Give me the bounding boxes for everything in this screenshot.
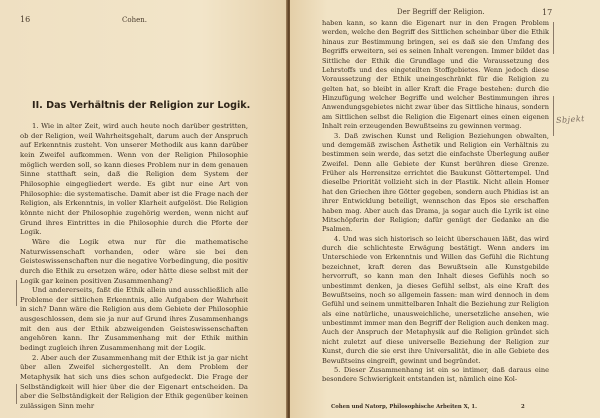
- paragraph: Und andererseits, faßt die Ethik allein und ausschließlich alle Probleme der sittlichen Erkenntnis, alle Aufgaben der Wahrheit in sich? Dann wäre die Religion aus dem Gebiete der Philosophie ausgeschlossen, dem sie ja nur auf Grund ihres Zusammenhangs mit den aus der Ethik abzweigenden Geisteswissenschaften angehören kann. Ihr Zusammenhang mit der Ethik mithin bedingt zugleich ihren Zusammenhang mit der Logik.: [20, 286, 248, 353]
- footer-imprint: Cohen und Natorp, Philosophische Arbeiten X, 1.: [331, 404, 477, 410]
- right-page-text: [322, 19, 549, 385]
- paragraph: 2. Aber auch der Zusammenhang mit der Ethik ist ja gar nicht über allen Zweifel sichergestellt. An dem Problem der Metaphysik hat sich uns dies schon aufgedeckt. Die Frage der Selbständigkeit will hier über die der Eigenart entscheiden. Da aber die Selbständigkeit der Religion der Ethik gegenüber keinen zulässigen Sinn mehr: [20, 353, 248, 411]
- paragraph: 3. Daß zwischen Kunst und Religion Beziehungen obwalten, und demgemäß zwischen Ästhetik und Religion ein Verhältnis zu bestimmen sein werde, das setzt die einfachste Überlegung außer Zweifel. Denn alle Gebiete der Kunst berühren diese Grenze. Früher als Herrensitze errichtet die Baukunst Göttertempel. Und dieselbe Priorität vollzieht sich in der Plastik. Nicht allein Homer hat den Griechen ihre Götter gegeben, sondern auch Phidias ist an ihrer Entwicklung beteiligt, wennschon das Epos sie erschaffen haben mag. Aber auch das Drama, ja sogar auch die Lyrik ist eine Mitschöpferin der Religion; dafür genügt der Gedanke an die Psalmen.: [322, 131, 549, 234]
- paragraph: haben kann, so kann die Eigenart nur in den Fragen Problem werden, welche den Begriff des Sittlichen scheinbar über die Ethik hinaus zur Bestimmung bringen, sei es daß sie den Umfang des Begriffs erweitern, sei es seinen Inhalt verengen. Immer bildet das Sittliche der Ethik die Grundlage und die Voraussetzung des Lehrstoffs und des eingeteilten Stoffgebietes. Wenn jedoch diese Voraussetzung der Ethik uneingeschränkt für die Religion zu gelten hat, so bleibt in aller Kraft die Frage bestehen: durch die Hinzufügung welcher Begriffe und welcher Bestimmungen ihres Anwendungsgebietes nicht zwar über das Sittliche hinaus, sondern am Sittlichen selbst die Religion die Eigenart eines einen eigenen Inhalt rein erzeugenden Bewußtseins zu gewinnen vermag.: [322, 19, 549, 131]
- running-head: Der Begriff der Religion.: [397, 8, 485, 16]
- paragraph: 4. Und was sich historisch so leicht überschauen läßt, das wird durch die schlichteste Erwägung bestätigt. Wenn anders im Unterschiede von Erkenntnis und Willen das Gefühl die Richtung bezeichnet, kraft deren das Bewußtsein alle Kunstgebilde hervorruft, so kann man den Inhalt dieses Gefühls noch so unbestimmt denken, ja dieses Gefühl selbst, als eine Kraft des Bewußtseins, noch so allgemein fassen: man wird dennoch in dem Gefühl und seinem unmittelbaren Inhalt die Beziehung zur Religion als eine natürliche, unausweichliche, unersetzliche ansehen, wie unbestimmt immer man den Begriff der Religion auch denken mag. Auch der Anspruch der Metaphysik auf die Religion gründet sich nicht zuletzt auf diese universelle Beziehung der Religion zur Kunst, durch die sie erst ihre Universalität, die in alle Gebiete des Bewußtseins eingreift, gewinnt und begründet.: [322, 234, 549, 365]
- page-number: 16: [20, 15, 31, 24]
- margin-pencil-line: [16, 384, 17, 404]
- left-page: [0, 0, 288, 418]
- right-page: [290, 0, 600, 418]
- running-head: Cohen.: [122, 16, 147, 24]
- paragraph: 1. Wie in alter Zeit, wird auch heute noch darüber gestritten, ob der Religion, weil Wahrheitsgehalt, darum auch der Anspruch auf Erkenntnis zusteht. Von unserer Methodik aus kann darüber kein Zweifel aufkommen. Wenn von der Religion Philosophie möglich werden soll, so kann dieses Problem nur in dem genauen Sinne statthaft sein, daß die Religion dem System der Philosophie eingegliedert werde. Es gibt nur eine Art von Philosophie: die systematische. Damit aber ist die Frage nach der Religion, als Erkenntnis, in voller Klarheit aufgelöst. Die Religion könnte nicht der Philosophie zugehörig werden, wenn nicht auf Grund ihres Eintrittes in die Philosophie durch die Pforte der Logik.: [20, 122, 248, 237]
- signature-mark: 2: [521, 404, 525, 410]
- section-title: II. Das Verhältnis der Religion zur Logik.: [32, 100, 251, 111]
- handwritten-note: Sbjekt: [555, 114, 586, 125]
- margin-pencil-line: [553, 96, 554, 136]
- paragraph: 5. Dieser Zusammenhang ist ein so intimer, daß daraus eine besondere Schwierigkeit entstanden ist, nämlich eine Kol-: [322, 365, 549, 384]
- page-number: 17: [542, 8, 553, 17]
- left-page-text: [20, 122, 248, 412]
- margin-pencil-line: [553, 22, 554, 54]
- paragraph: Wäre die Logik etwa nur für die mathematische Naturwissenschaft vorhanden, oder wäre sie bei den Geisteswissenschaften nur die negative Vorbedingung, die positiv durch die Ethik zu ersetzen wäre, oder hätte diese selbst mit der Logik gar keinen positiven Zusammenhang?: [20, 237, 248, 285]
- margin-pencil-line: [16, 280, 17, 306]
